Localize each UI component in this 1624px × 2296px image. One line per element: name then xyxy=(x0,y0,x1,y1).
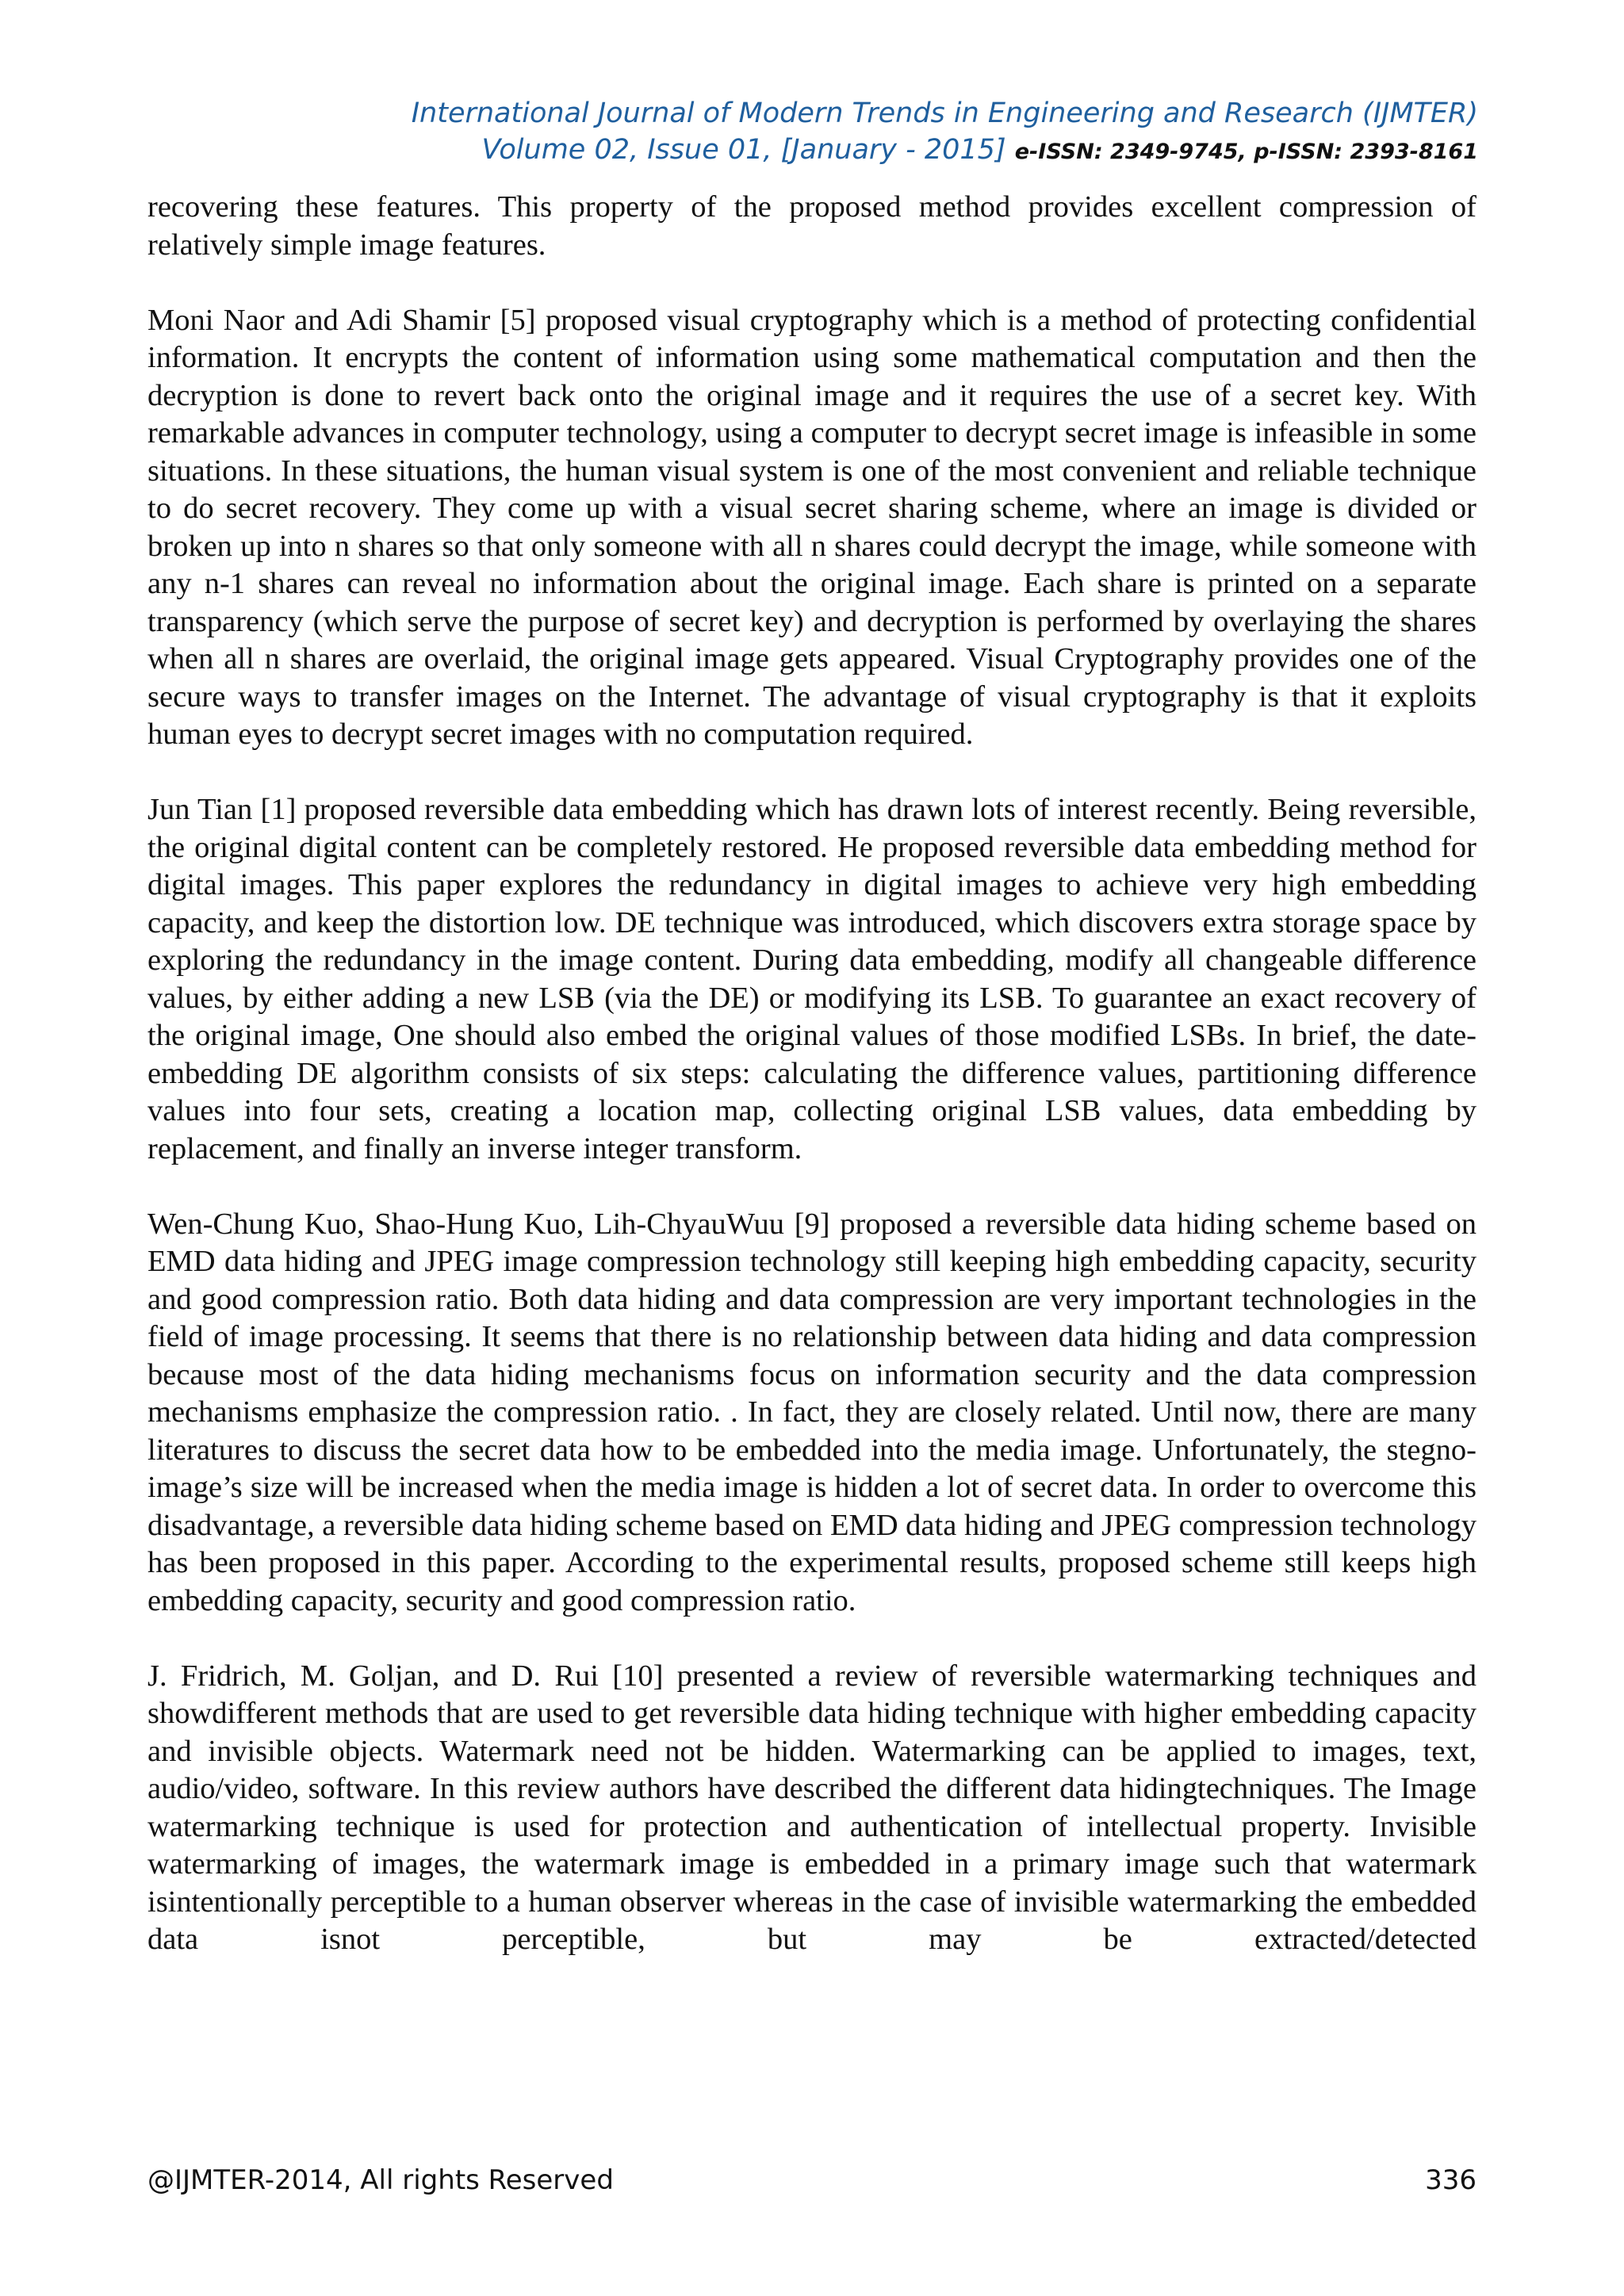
copyright-notice: @IJMTER-2014, All rights Reserved xyxy=(147,2164,614,2196)
paragraph-naor-shamir: Moni Naor and Adi Shamir [5] proposed visual cryptography which is a method of protecting confidential information. It encrypts the content of information using some mathematical computation and then the decryption is done to revert back onto the original image and it requires the use of a secret key. With remarkable advances in computer technology, using a computer to decrypt secret image is infeasible in some situations. In these situations, the human visual system is one of the most convenient and reliable technique to do secret recovery. They come up with a visual secret sharing scheme, where an image is divided or broken up into n shares so that only someone with all n shares could decrypt the image, while someone with any n-1 shares can reveal no information about the original image. Each share is printed on a separate transparency (which serve the purpose of secret key) and decryption is performed by overlaying the shares when all n shares are overlaid, the original image gets appeared. Visual Cryptography provides one of the secure ways to transfer images on the Internet. The advantage of visual cryptography is that it exploits human eyes to decrypt secret images with no computation required. xyxy=(147,303,1477,751)
paragraph-continuation: recovering these features. This property of the proposed method provides excellent compression of relatively simple image features. xyxy=(147,190,1477,262)
issn-numbers: e-ISSN: 2349-9745, p-ISSN: 2393-8161 xyxy=(1014,140,1478,164)
volume-issue-line xyxy=(130,132,1478,170)
journal-title: International Journal of Modern Trends in Engineering and Research (IJMTER) xyxy=(411,98,1478,129)
page-number: 336 xyxy=(1425,2164,1477,2196)
volume-issue: Volume 02, Issue 01, [January - 2015] xyxy=(481,134,1006,166)
paragraph-fridrich: J. Fridrich, M. Goljan, and D. Rui [10] presented a review of reversible watermarking techniques and showdifferent methods that are used to get reversible data hiding technique with higher embedding capacity and invisible objects. Watermark need not be hidden. Watermarking can be applied to images, text, audio/video, software. In this review authors have described the different data hidingtechniques. The Image watermarking technique is used for protection and authentication of intellectual property. Invisible watermarking of images, the watermark image is embedded in a primary image such that watermark isintentionally perceptible to a human observer whereas in the case of invisible watermarking the embedded data isnot perceptible, but may be extracted/detected xyxy=(147,1659,1477,1956)
paragraph-jun-tian: Jun Tian [1] proposed reversible data embedding which has drawn lots of interest recently. Being reversible, the original digital content can be completely restored. He proposed reversible data embedding method for digital images. This paper explores the redundancy in digital images to achieve very high embedding capacity, and keep the distortion low. DE technique was introduced, which discovers extra storage space by exploring the redundancy in the image content. During data embedding, modify all changeable difference values, by either adding a new LSB (via the DE) or modifying its LSB. To guarantee an exact recovery of the original image, One should also embed the original values of those modified LSBs. In brief, the date-embedding DE algorithm consists of six steps: calculating the difference values, partitioning difference values into four sets, creating a location map, collecting original LSB values, data embedding by replacement, and finally an inverse integer transform. xyxy=(147,793,1477,1165)
article-body xyxy=(147,189,1477,1959)
page-header xyxy=(130,95,1478,170)
paragraph-kuo: Wen-Chung Kuo, Shao-Hung Kuo, Lih-ChyauWuu [9] proposed a reversible data hiding scheme based on EMD data hiding and JPEG image compression technology still keeping high embedding capacity, security and good compression ratio. Both data hiding and data compression are very important technologies in the field of image processing. It seems that there is no relationship between data hiding and data compression because most of the data hiding mechanisms focus on information security and the data compression mechanisms emphasize the compression ratio. . In fact, they are closely related. Until now, there are many literatures to discuss the secret data how to be embedded into the media image. Unfortunately, the stegno-image’s size will be increased when the media image is hidden a lot of secret data. In order to overcome this disadvantage, a reversible data hiding scheme based on EMD data hiding and JPEG compression technology has been proposed in this paper. According to the experimental results, proposed scheme still keeps high embedding capacity, security and good compression ratio. xyxy=(147,1207,1477,1617)
